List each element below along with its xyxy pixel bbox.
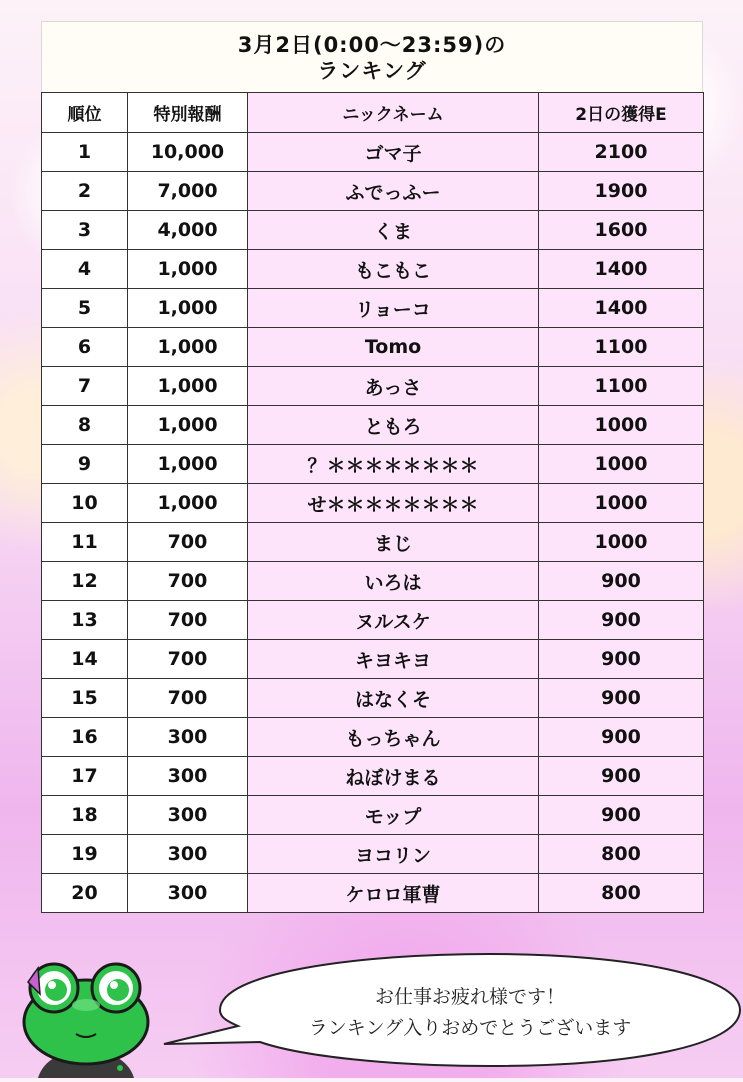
nickname-cell: もっちゃん [248,718,539,757]
score-cell: 1400 [539,289,704,328]
rank-cell: 1 [42,133,128,172]
table-row [42,172,704,211]
ranking-table-body [42,133,704,913]
reward-cell: 1,000 [128,367,248,406]
reward-cell: 1,000 [128,250,248,289]
rank-cell: 5 [42,289,128,328]
rank-cell: 16 [42,718,128,757]
nickname-cell: あっさ [248,367,539,406]
rank-cell: 20 [42,874,128,913]
reward-cell: 1,000 [128,406,248,445]
table-row [42,523,704,562]
header-score: 2日の獲得E [539,93,704,133]
nickname-cell: ゴマ子 [248,133,539,172]
score-cell: 900 [539,679,704,718]
nickname-cell: Tomo [248,328,539,367]
table-row [42,211,704,250]
score-cell: 1900 [539,172,704,211]
reward-cell: 1,000 [128,328,248,367]
rank-cell: 19 [42,835,128,874]
score-cell: 1000 [539,523,704,562]
nickname-cell: せ＊＊＊＊＊＊＊＊ [248,484,539,523]
score-cell: 800 [539,835,704,874]
nickname-cell: ？＊＊＊＊＊＊＊＊ [248,445,539,484]
score-cell: 900 [539,601,704,640]
rank-cell: 4 [42,250,128,289]
nickname-cell: ヌルスケ [248,601,539,640]
reward-cell: 300 [128,835,248,874]
reward-cell: 300 [128,874,248,913]
table-row [42,679,704,718]
nickname-cell: ねぼけまる [248,757,539,796]
reward-cell: 300 [128,757,248,796]
frog-mascot-icon [16,960,156,1078]
ranking-table [41,92,704,913]
table-row [42,289,704,328]
reward-cell: 700 [128,679,248,718]
reward-cell: 1,000 [128,289,248,328]
rank-cell: 12 [42,562,128,601]
table-row [42,796,704,835]
table-row [42,328,704,367]
table-row [42,562,704,601]
nickname-cell: はなくそ [248,679,539,718]
score-cell: 900 [539,718,704,757]
nickname-cell: ふでっふー [248,172,539,211]
reward-cell: 1,000 [128,445,248,484]
reward-cell: 700 [128,640,248,679]
reward-cell: 700 [128,601,248,640]
nickname-cell: ともろ [248,406,539,445]
score-cell: 1100 [539,328,704,367]
nickname-cell: ヨコリン [248,835,539,874]
header-reward: 特別報酬 [128,93,248,133]
nickname-cell: キヨキヨ [248,640,539,679]
rank-cell: 17 [42,757,128,796]
reward-cell: 7,000 [128,172,248,211]
reward-cell: 700 [128,562,248,601]
table-row [42,367,704,406]
reward-cell: 300 [128,718,248,757]
score-cell: 900 [539,562,704,601]
table-row [42,874,704,913]
reward-cell: 700 [128,523,248,562]
score-cell: 900 [539,757,704,796]
table-row [42,445,704,484]
rank-cell: 13 [42,601,128,640]
table-row [42,601,704,640]
score-cell: 900 [539,640,704,679]
ranking-title-line1: 3月2日(0:00〜23:59)の [237,33,507,57]
speech-bubble [160,952,743,1070]
rank-cell: 6 [42,328,128,367]
table-row [42,484,704,523]
ranking-panel [41,21,703,913]
score-cell: 800 [539,874,704,913]
rank-cell: 14 [42,640,128,679]
table-row [42,250,704,289]
table-header-row [42,93,704,133]
message-line1: お仕事お疲れ様です！ [374,986,565,1008]
nickname-cell: リョーコ [248,289,539,328]
rank-cell: 18 [42,796,128,835]
nickname-cell: モップ [248,796,539,835]
header-nickname: ニックネーム [248,93,539,133]
reward-cell: 1,000 [128,484,248,523]
nickname-cell: ケロロ軍曹 [248,874,539,913]
reward-cell: 4,000 [128,211,248,250]
table-row [42,835,704,874]
ranking-title [41,21,703,92]
score-cell: 1000 [539,445,704,484]
score-cell: 1400 [539,250,704,289]
score-cell: 900 [539,796,704,835]
rank-cell: 10 [42,484,128,523]
table-row [42,757,704,796]
table-row [42,406,704,445]
table-row [42,640,704,679]
rank-cell: 3 [42,211,128,250]
nickname-cell: いろは [248,562,539,601]
score-cell: 1000 [539,484,704,523]
speech-bubble-message [220,982,720,1044]
rank-cell: 11 [42,523,128,562]
score-cell: 2100 [539,133,704,172]
score-cell: 1600 [539,211,704,250]
rank-cell: 15 [42,679,128,718]
message-line2: ランキング入りおめでとうございます [308,1017,632,1039]
nickname-cell: まじ [248,523,539,562]
table-row [42,133,704,172]
rank-cell: 9 [42,445,128,484]
score-cell: 1000 [539,406,704,445]
score-cell: 1100 [539,367,704,406]
nickname-cell: もこもこ [248,250,539,289]
ranking-title-line2: ランキング [317,59,427,83]
rank-cell: 2 [42,172,128,211]
reward-cell: 10,000 [128,133,248,172]
rank-cell: 7 [42,367,128,406]
table-row [42,718,704,757]
rank-cell: 8 [42,406,128,445]
header-rank: 順位 [42,93,128,133]
reward-cell: 300 [128,796,248,835]
nickname-cell: くま [248,211,539,250]
